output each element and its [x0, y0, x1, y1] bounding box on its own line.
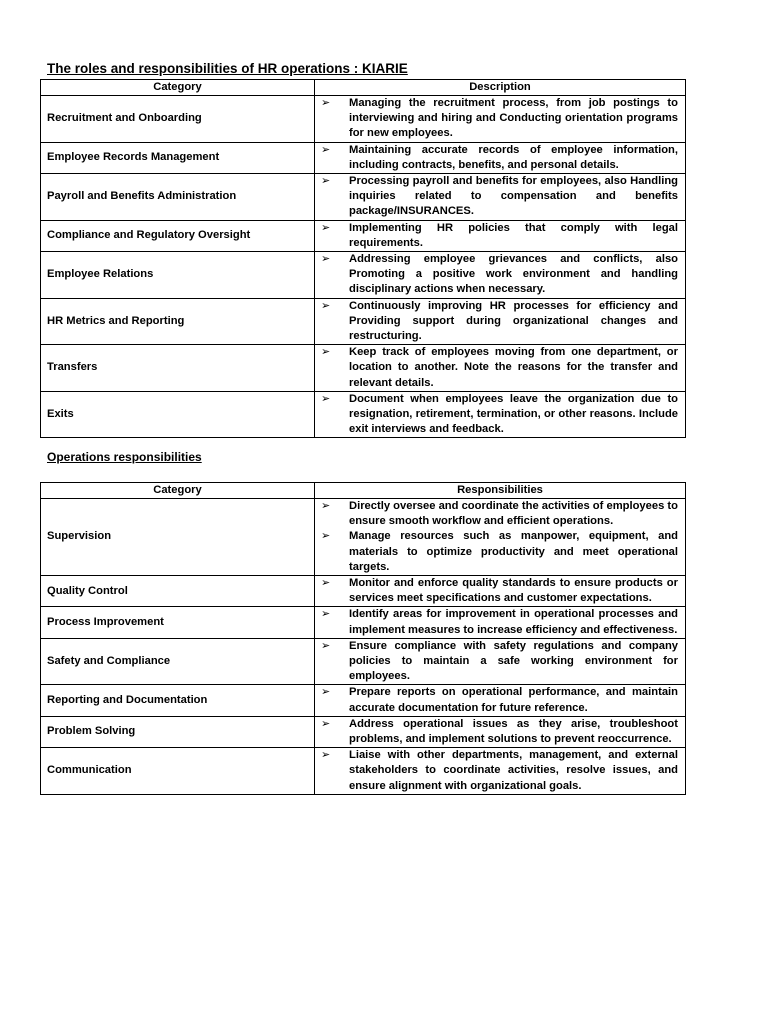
description-text: Managing the recruitment process, from job postings to interviewing and hiring and Conducting orientation programs for new employees.	[349, 97, 678, 140]
table-row	[41, 96, 686, 143]
description-text: Implementing HR policies that comply with legal requirements.	[349, 221, 678, 249]
description-cell	[315, 220, 686, 251]
responsibilities-header: Responsibilities	[315, 483, 686, 499]
arrow-bullet-icon: ➢	[321, 717, 331, 730]
description-header: Description	[315, 80, 686, 96]
description-text: Maintaining accurate records of employee information, including contracts, benefits, and personal details.	[349, 143, 678, 171]
operations-table	[40, 482, 686, 795]
description-cell	[315, 142, 686, 173]
description-text: Addressing employee grievances and conflicts, also Promoting a positive work environment and handling disciplinary actions when necessary.	[349, 253, 678, 296]
arrow-bullet-icon: ➢	[321, 143, 331, 156]
responsibility-text: Identify areas for improvement in operational processes and implement measures to increase efficiency and effectiveness.	[349, 608, 678, 636]
table-row	[41, 142, 686, 173]
responsibility-text: Monitor and enforce quality standards to ensure products or services meet specifications and customer expectations.	[349, 577, 678, 605]
category-cell: Employee Records Management	[41, 142, 315, 173]
arrow-bullet-icon: ➢	[321, 530, 331, 543]
description-cell	[315, 174, 686, 221]
table-row	[41, 298, 686, 345]
category-cell: Process Improvement	[41, 607, 315, 638]
hr-section-title: The roles and responsibilities of HR operations : KIARIE	[47, 61, 408, 76]
arrow-bullet-icon: ➢	[321, 749, 331, 762]
arrow-bullet-icon: ➢	[321, 221, 331, 234]
category-cell: Safety and Compliance	[41, 638, 315, 685]
responsibilities-cell	[315, 607, 686, 638]
category-cell: Compliance and Regulatory Oversight	[41, 220, 315, 251]
category-cell: Recruitment and Onboarding	[41, 96, 315, 143]
table-row	[41, 607, 686, 638]
category-cell: Employee Relations	[41, 252, 315, 299]
arrow-bullet-icon: ➢	[321, 299, 331, 312]
description-cell	[315, 252, 686, 299]
category-cell: HR Metrics and Reporting	[41, 298, 315, 345]
table-row	[41, 685, 686, 716]
description-cell	[315, 345, 686, 392]
responsibilities-cell	[315, 576, 686, 607]
arrow-bullet-icon: ➢	[321, 608, 331, 621]
responsibilities-cell	[315, 716, 686, 747]
responsibility-text: Address operational issues as they arise, troubleshoot problems, and implement solutions to prevent reoccurrence.	[349, 717, 678, 746]
responsibility-text: Prepare reports on operational performance, and maintain accurate documentation for future reference.	[349, 686, 678, 714]
arrow-bullet-icon: ➢	[321, 686, 331, 699]
description-cell	[315, 391, 686, 438]
description-text: Processing payroll and benefits for employees, also Handling inquiries related to compensation and benefits package/INSURANCES.	[349, 175, 678, 218]
table-row	[41, 391, 686, 438]
responsibilities-cell	[315, 638, 686, 685]
description-text: Document when employees leave the organization due to resignation, retirement, termination, or other reasons. Include exit interviews and feedback.	[349, 392, 678, 436]
table-header-row	[41, 483, 686, 499]
arrow-bullet-icon: ➢	[321, 577, 331, 590]
responsibility-text: Ensure compliance with safety regulations and company policies to maintain a safe working environment for employees.	[349, 639, 678, 683]
category-cell: Supervision	[41, 499, 315, 576]
description-text: Continuously improving HR processes for efficiency and Providing support during organizational changes and restructuring.	[349, 299, 678, 343]
arrow-bullet-icon: ➢	[321, 253, 331, 266]
responsibility-text: Liaise with other departments, management, and external stakeholders to coordinate activities, resolve issues, and ensure alignment with organizational goals.	[349, 749, 678, 792]
responsibility-text: Manage resources such as manpower, equipment, and materials to optimize productivity and meet operational targets.	[349, 530, 678, 573]
responsibilities-cell	[315, 685, 686, 716]
responsibilities-cell	[315, 499, 686, 576]
operations-section-title: Operations responsibilities	[47, 450, 202, 464]
table-row	[41, 252, 686, 299]
description-text: Keep track of employees moving from one department, or location to another. Note the reasons for the transfer and relevant details.	[349, 346, 678, 389]
table-row	[41, 748, 686, 795]
category-cell: Reporting and Documentation	[41, 685, 315, 716]
table-row	[41, 576, 686, 607]
table-row	[41, 174, 686, 221]
category-header: Category	[41, 483, 315, 499]
category-cell: Quality Control	[41, 576, 315, 607]
category-cell: Exits	[41, 391, 315, 438]
arrow-bullet-icon: ➢	[321, 392, 331, 405]
table-row	[41, 638, 686, 685]
arrow-bullet-icon: ➢	[321, 175, 331, 188]
table-row	[41, 220, 686, 251]
category-cell: Communication	[41, 748, 315, 795]
arrow-bullet-icon: ➢	[321, 346, 331, 359]
category-cell: Transfers	[41, 345, 315, 392]
category-cell: Payroll and Benefits Administration	[41, 174, 315, 221]
table-row	[41, 345, 686, 392]
responsibility-text: Directly oversee and coordinate the activities of employees to ensure smooth workflow and efficient operations.	[349, 500, 678, 528]
category-cell: Problem Solving	[41, 716, 315, 747]
arrow-bullet-icon: ➢	[321, 97, 331, 109]
hr-roles-table	[40, 79, 686, 438]
table-header-row	[41, 80, 686, 96]
arrow-bullet-icon: ➢	[321, 500, 331, 512]
table-row	[41, 499, 686, 576]
description-cell	[315, 298, 686, 345]
description-cell	[315, 96, 686, 143]
arrow-bullet-icon: ➢	[321, 639, 331, 652]
category-header: Category	[41, 80, 315, 96]
table-row	[41, 716, 686, 747]
responsibilities-cell	[315, 748, 686, 795]
